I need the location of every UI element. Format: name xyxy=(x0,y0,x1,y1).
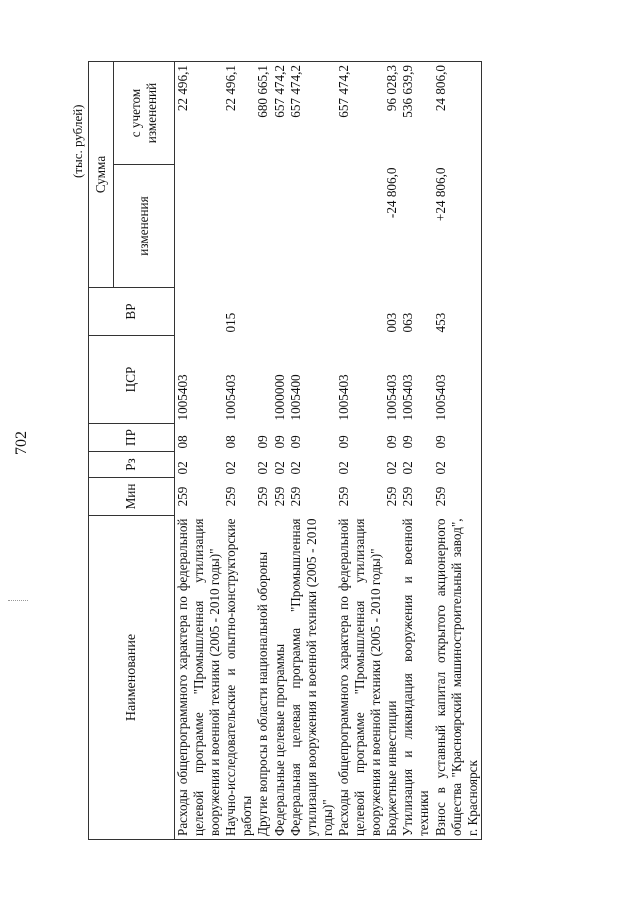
row-csr: 1005403 xyxy=(384,374,400,421)
row-rz: 02 xyxy=(271,461,287,475)
table-row xyxy=(223,62,255,840)
row-name: Взнос в уставный капитал открытого акционерного общества "Красноярский машиностроительный завод", г. Красноярск xyxy=(433,516,482,840)
row-changes xyxy=(336,165,384,288)
row-pr: 08 xyxy=(175,435,190,449)
row-total: 680 665,1 xyxy=(255,62,271,165)
header-vr: ВР xyxy=(89,288,175,336)
unit-note: (тыс. рублей) xyxy=(70,104,85,178)
row-vr xyxy=(175,288,224,336)
row-min: 259 xyxy=(433,478,482,516)
row-name: Федеральная целевая программа "Промышленная утилизация вооружения и военной техники (2005 - 2010 годы)" xyxy=(288,516,336,840)
row-min: 259 xyxy=(384,486,400,507)
row-min: 259 xyxy=(287,486,303,507)
row-vr: 003 xyxy=(384,312,400,333)
row-rz: 02 xyxy=(175,461,190,475)
row-min: 259 xyxy=(335,486,351,507)
row-total: 22 496,1 xyxy=(223,62,255,165)
page-number: 702 xyxy=(13,431,30,455)
row-csr: 1005403 xyxy=(335,374,351,421)
row-vr: 453 xyxy=(433,288,482,336)
budget-table xyxy=(88,61,482,840)
row-name: Расходы общепрограммного характера по федеральной целевой программе "Промышленная утилизация вооружения и военной техники (2005 - 2010 годы)" xyxy=(175,516,224,840)
row-changes xyxy=(272,165,288,288)
row-csr: 1005403 xyxy=(433,336,482,424)
row-pr: 09 xyxy=(271,435,287,449)
row-total: 96 028,3 xyxy=(384,62,400,165)
table-row xyxy=(384,62,400,840)
row-min: 259 xyxy=(400,486,416,507)
table-row xyxy=(175,62,224,840)
row-min: 259 xyxy=(175,486,190,507)
table-row xyxy=(433,62,482,840)
row-vr xyxy=(336,288,384,336)
row-vr xyxy=(288,288,336,336)
row-total: 657 474,2 xyxy=(336,62,384,165)
row-rz: 02 xyxy=(384,461,400,475)
row-csr: 1005403 xyxy=(175,374,190,421)
row-vr xyxy=(272,288,288,336)
table-row xyxy=(255,62,271,840)
row-rz: 02 xyxy=(335,461,351,475)
row-csr: 1005403 xyxy=(223,374,239,421)
row-rz: 02 xyxy=(433,452,482,478)
row-total: 536 639,9 xyxy=(400,62,432,165)
row-name: Бюджетные инвестиции xyxy=(384,516,400,840)
row-rz: 02 xyxy=(287,461,303,475)
row-vr: 063 xyxy=(400,312,416,333)
row-min: 259 xyxy=(223,486,239,507)
row-csr: 1005403 xyxy=(400,374,416,421)
row-csr: 1000000 xyxy=(271,374,287,421)
row-vr xyxy=(255,288,271,336)
header-name: Наименование xyxy=(89,516,175,840)
header-sum: Сумма xyxy=(89,62,114,288)
header-csr: ЦСР xyxy=(89,336,175,424)
row-total: 24 806,0 xyxy=(433,62,482,165)
row-name: Другие вопросы в области национальной обороны xyxy=(255,516,271,840)
header-rz: Рз xyxy=(89,452,175,478)
row-changes xyxy=(175,165,224,288)
row-name: Научно-исследовательские и опытно-конструкторские работы xyxy=(223,516,255,840)
row-total: 657 474,2 xyxy=(288,62,336,165)
table-row xyxy=(288,62,336,840)
row-changes: -24 806,0 xyxy=(384,167,400,219)
row-pr: 09 xyxy=(335,435,351,449)
row-total: 657 474,2 xyxy=(272,62,288,165)
row-rz: 02 xyxy=(223,461,239,475)
row-min: 259 xyxy=(255,486,271,507)
row-changes xyxy=(288,165,336,288)
table-row xyxy=(272,62,288,840)
header-min: Мин xyxy=(89,478,175,516)
row-changes xyxy=(223,165,255,288)
row-changes: +24 806,0 xyxy=(433,165,482,288)
row-min: 259 xyxy=(271,486,287,507)
row-name: Расходы общепрограммного характера по федеральной целевой программе "Промышленная утилизация вооружения и военной техники (2005 - 2010 годы)" xyxy=(336,516,384,840)
row-pr: 09 xyxy=(384,435,400,449)
header-with-changes: с учетом изменений xyxy=(114,62,175,165)
header-changes: изменения xyxy=(114,165,175,288)
row-changes xyxy=(255,165,271,288)
row-rz: 02 xyxy=(400,461,416,475)
table-row xyxy=(400,62,432,840)
row-pr: 09 xyxy=(433,424,482,452)
row-pr: 09 xyxy=(287,435,303,449)
row-name: Утилизация и ликвидация вооружения и военной техники xyxy=(400,516,432,840)
scan-artifact xyxy=(8,600,28,604)
header-pr: ПР xyxy=(89,424,175,452)
row-rz: 02 xyxy=(255,461,271,475)
table-row xyxy=(336,62,384,840)
row-pr: 08 xyxy=(223,435,239,449)
row-name: Федеральные целевые программы xyxy=(272,516,288,840)
row-pr: 09 xyxy=(400,435,416,449)
row-changes xyxy=(400,165,432,288)
row-pr: 09 xyxy=(255,435,271,449)
row-vr: 015 xyxy=(223,312,239,333)
row-csr xyxy=(255,336,271,424)
row-csr: 1005400 xyxy=(287,374,303,421)
row-total: 22 496,1 xyxy=(175,62,224,165)
